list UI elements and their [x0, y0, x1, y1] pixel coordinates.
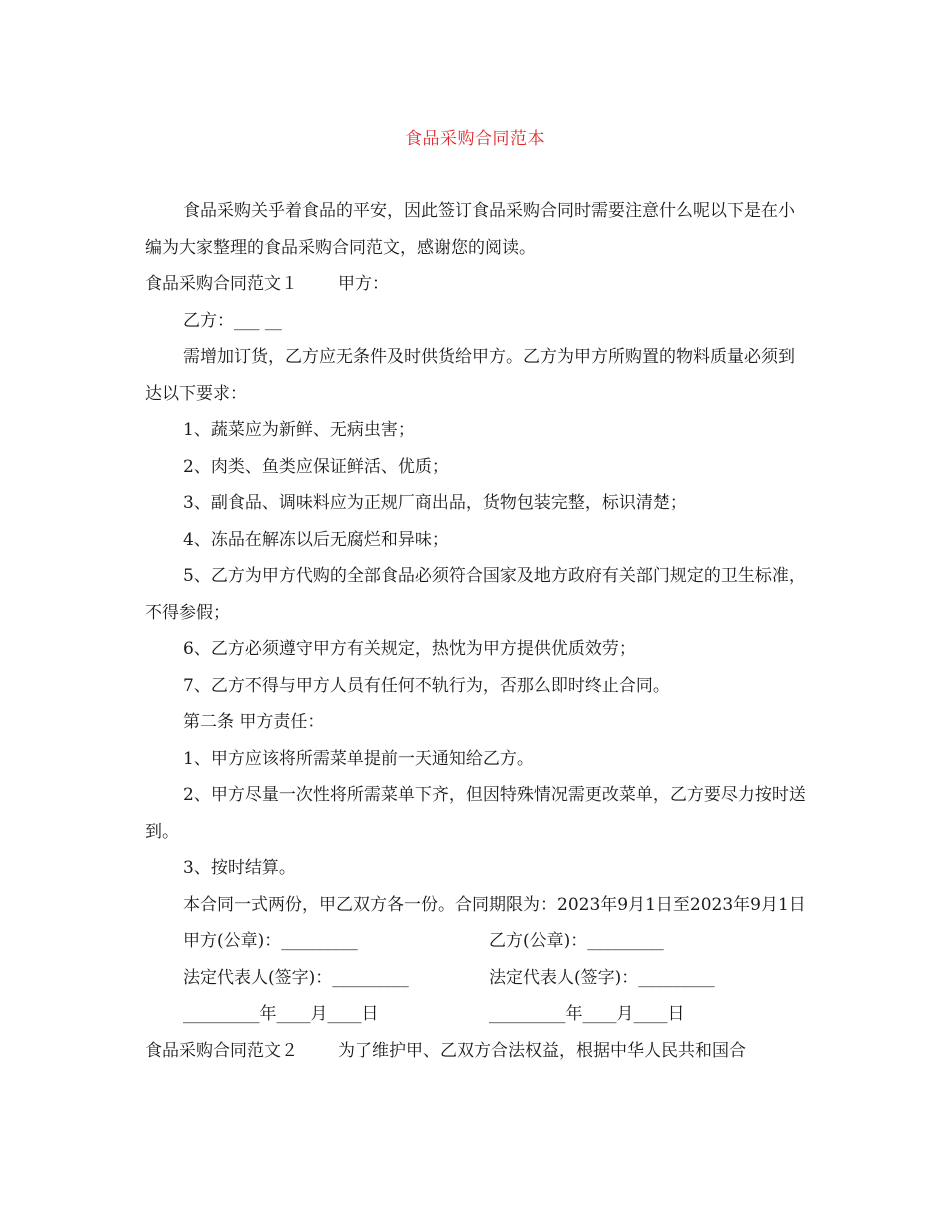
party-b-seal: 乙方(公章)：_________: [489, 931, 664, 951]
requirement-item: 1、蔬菜应为新鲜、无病虫害；: [183, 420, 415, 440]
requirement-item: 2、肉类、鱼类应保证鲜活、优质；: [183, 456, 449, 477]
requirement-item: 7、乙方不得与甲方人员有任何不轨行为，否那么即时终止合同。: [183, 675, 670, 696]
sample1-heading-line: [145, 266, 810, 303]
sample2-line: [145, 1033, 810, 1070]
signature-row-rep: [145, 960, 810, 997]
sample2-heading: 食品采购合同范文２: [145, 1040, 298, 1061]
party-b-date: _________年____月____日: [489, 1004, 685, 1024]
requirement-item: 4、冻品在解冻以后无腐烂和异味；: [183, 529, 449, 550]
requirement-item: 3、副食品、调味料应为正规厂商出品，货物包装完整，标识清楚；: [183, 493, 687, 513]
article2-item: 1、甲方应该将所需菜单提前一天通知给乙方。: [183, 748, 534, 769]
document-body: [145, 193, 810, 1069]
page-title: 食品采购合同范本: [405, 129, 545, 149]
party-a-label: 甲方：: [338, 274, 389, 294]
sample2-text: 为了维护甲、乙双方合法权益，根据中华人民共和国合: [338, 1040, 746, 1061]
party-b-line: 乙方：___ __: [183, 310, 282, 331]
party-a-seal: 甲方(公章)：_________: [183, 931, 358, 951]
sample1-heading: 食品采购合同范文１: [145, 274, 298, 294]
party-a-representative: 法定代表人(签字)：_________: [183, 967, 409, 988]
contract-term: 本合同一式两份，甲乙双方各一份。合同期限为：2023年9月1日至2023年9月1日: [183, 894, 806, 915]
signature-row-seal: [145, 923, 810, 960]
article2-item: 2、甲方尽量一次性将所需菜单下齐，但因特殊情况需更改菜单，乙方要尽力按时送到。: [145, 785, 806, 842]
article2-heading: 第二条 甲方责任：: [183, 712, 325, 732]
article2-item: 3、按时结算。: [183, 858, 296, 878]
party-a-date: _________年____月____日: [183, 1004, 379, 1024]
supply-clause: 需增加订货，乙方应无条件及时供货给甲方。乙方为甲方所购置的物料质量必须到达以下要求：: [145, 347, 795, 404]
requirement-item: 6、乙方必须遵守甲方有关规定，热忱为甲方提供优质效劳；: [183, 639, 636, 659]
party-b-representative: 法定代表人(签字)：_________: [489, 967, 715, 988]
requirement-item: 5、乙方为甲方代购的全部食品必须符合国家及地方政府有关部门规定的卫生标准，不得参假；: [145, 566, 806, 623]
signature-row-date: [145, 996, 810, 1033]
intro-paragraph: 食品采购关乎着食品的平安，因此签订食品采购合同时需要注意什么呢以下是在小编为大家整理的食品采购合同范文，感谢您的阅读。: [145, 201, 795, 258]
